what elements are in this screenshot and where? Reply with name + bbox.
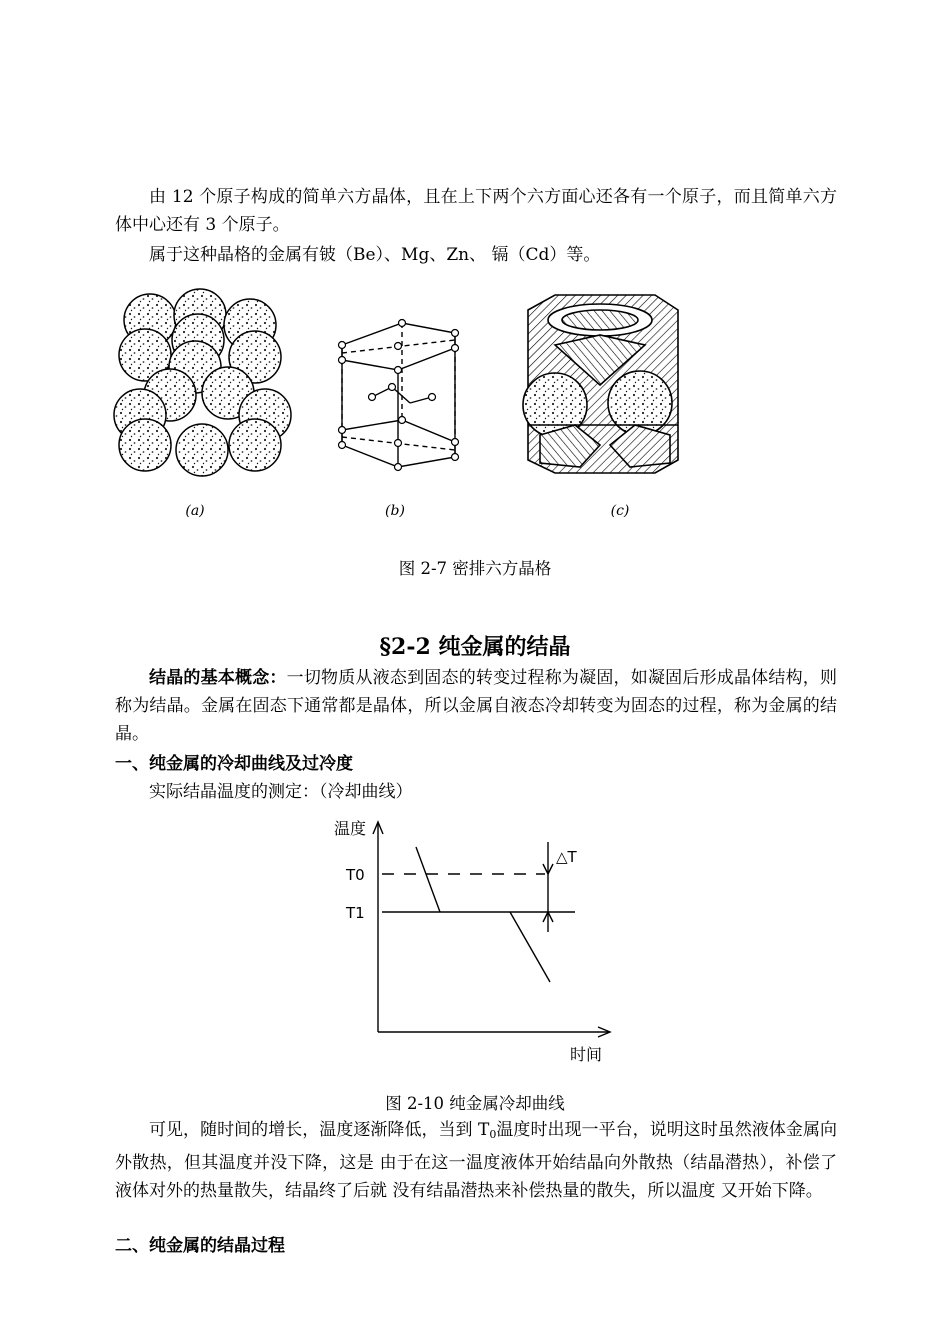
paragraph-crystallization-concept — [115, 664, 837, 748]
figure-2-10-caption: 图 2-10 纯金属冷却曲线 — [385, 1094, 565, 1113]
figure-c-sectioned-cell — [523, 295, 678, 473]
figure-label-c: (c) — [610, 503, 630, 519]
paragraph-hcp-description: 由 12 个原子构成的简单六方晶体，且在上下两个六方面心还各有一个原子，而且简单六方体中心还有 3 个原子。 — [115, 187, 837, 235]
plateau-text-after: 温度时出现一平台，说明这时虽然液体金属向外散热，但其温度并没下降，这是 由于在这一温度液体开始结晶向外散热（结晶潜热），补偿了液体对外的热量散失，结晶终了后就 没有结晶潜热来补偿热量的散失，所以温度 又开始下降。 — [115, 1120, 837, 1201]
plateau-text-before: 可见，随时间的增长，温度逐渐降低，当到 T — [149, 1120, 490, 1140]
paragraph-measurement: 实际结晶温度的测定：（冷却曲线） — [149, 782, 413, 802]
concept-text: 一切物质从液态到固态的转变过程称为凝固，如凝固后形成晶体结构，则称为结晶。金属在固态下通常都是晶体，所以金属自液态冷却转变为固态的过程，称为金属的结晶。 — [115, 668, 837, 744]
x-axis-label: 时间 — [570, 1045, 603, 1064]
figure-label-b: (b) — [385, 503, 405, 519]
concept-lead: 结晶的基本概念： — [149, 668, 287, 688]
delta-t-label: △T — [556, 848, 577, 866]
heading-crystallization-process: 二、纯金属的结晶过程 — [115, 1236, 285, 1256]
chart-cooling-curve — [320, 812, 630, 1072]
figure-a-sphere-packing — [114, 289, 291, 476]
t1-label: T1 — [346, 904, 365, 922]
t0-label: T0 — [346, 866, 365, 884]
figure-label-a: (a) — [185, 503, 205, 519]
y-axis-label: 温度 — [334, 819, 367, 838]
plateau-text-subscript: 0 — [489, 1128, 497, 1141]
paragraph-hcp-metals: 属于这种晶格的金属有铍（Be）、Mg、Zn、 镉（Cd）等。 — [149, 245, 601, 265]
cooling-segment-2 — [510, 912, 550, 982]
figure-hcp-lattice — [110, 285, 710, 530]
section-title: §2-2 纯金属的结晶 — [379, 634, 571, 660]
figure-2-7-caption: 图 2-7 密排六方晶格 — [398, 559, 552, 578]
heading-cooling-curve: 一、纯金属的冷却曲线及过冷度 — [115, 754, 353, 774]
paragraph-plateau-explanation — [115, 1116, 837, 1205]
cooling-segment-1 — [416, 847, 440, 912]
